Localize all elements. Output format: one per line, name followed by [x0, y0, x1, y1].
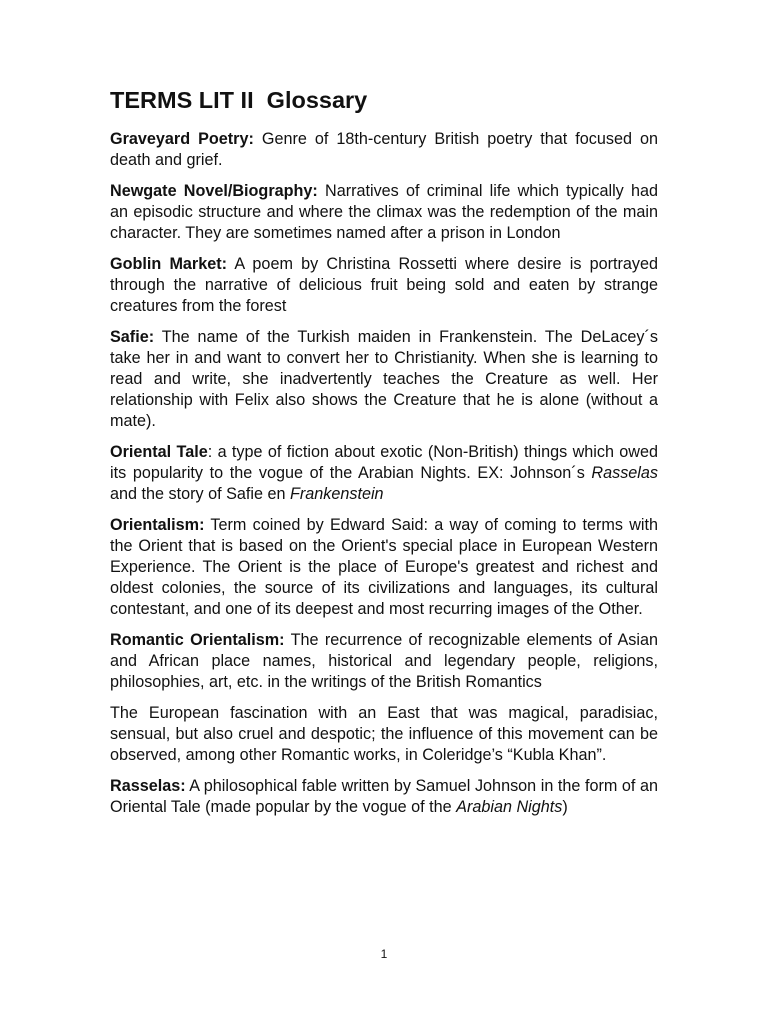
glossary-entry-orientalism: [110, 515, 658, 620]
glossary-entry-newgate-novel: [110, 181, 658, 244]
entry-term: Rasselas:: [110, 777, 186, 795]
glossary-paragraph: The European fascination with an East that was magical, paradisiac, sensual, but also cruel and despotic; the influence of this movement can be observed, among other Romantic works, in Coleridge’s “Kubla Khan”.: [110, 704, 658, 764]
entry-definition: Narratives of criminal life which typically had an episodic structure and where the climax was the redemption of the main character. They are sometimes named after a prison in London: [110, 182, 658, 242]
entry-term: Safie:: [110, 328, 155, 346]
entry-term: Oriental Tale: [110, 443, 208, 461]
entry-term: Newgate Novel/Biography:: [110, 182, 318, 200]
entry-definition-part: : a type of fiction about exotic (Non-British) things which owed its popularity to the vogue of the Arabian Nights. EX: Johnson´s: [110, 443, 659, 482]
entry-term: Goblin Market:: [110, 255, 228, 273]
glossary-entry-romantic-orientalism: [110, 630, 658, 693]
glossary-entry-graveyard-poetry: [110, 129, 658, 171]
entry-definition-italic: Arabian Nights: [456, 798, 563, 816]
glossary-entry-rasselas: [110, 776, 658, 818]
glossary-entry-goblin-market: [110, 254, 658, 317]
page-number: 1: [380, 947, 388, 961]
entry-term: Orientalism:: [110, 516, 205, 534]
glossary-entry-safie: [110, 327, 658, 432]
glossary-entry-oriental-tale: [110, 442, 658, 505]
entry-term: Romantic Orientalism:: [110, 631, 285, 649]
entry-definition-part: and the story of Safie en: [110, 485, 290, 503]
entry-definition-part: A philosophical fable written by Samuel Johnson in the form of an Oriental Tale (made popular by the vogue of the: [110, 777, 658, 816]
entry-definition: The name of the Turkish maiden in Frankenstein. The DeLacey´s take her in and want to convert her to Christianity. When she is learning to read and write, she inadvertently teaches the Creature as well. Her relationship with Felix also shows the Creature that he is alone (without a mate).: [110, 328, 658, 430]
entry-definition: Genre of 18th-century British poetry that focused on death and grief.: [110, 130, 658, 169]
entry-definition-part: ): [562, 798, 568, 816]
entry-definition-italic: Rasselas: [591, 464, 658, 482]
entry-definition: The recurrence of recognizable elements of Asian and African place names, historical and legendary people, religions, philosophies, art, etc. in the writings of the British Romantics: [110, 631, 658, 691]
page-title: TERMS LIT II Glossary: [110, 87, 368, 113]
entry-definition: A poem by Christina Rossetti where desire is portrayed through the narrative of delicious fruit being sold and eaten by strange creatures from the forest: [110, 255, 658, 315]
entry-term: Graveyard Poetry:: [110, 130, 254, 148]
entry-definition: Term coined by Edward Said: a way of coming to terms with the Orient that is based on the Orient's special place in European Western Experience. The Orient is the place of Europe's greatest and richest and oldest colonies, the source of its civilizations and languages, its cultural contestant, and one of its deepest and most recurring images of the Other.: [110, 516, 658, 618]
document-page: [110, 84, 658, 828]
entry-definition-italic: Frankenstein: [289, 485, 384, 503]
